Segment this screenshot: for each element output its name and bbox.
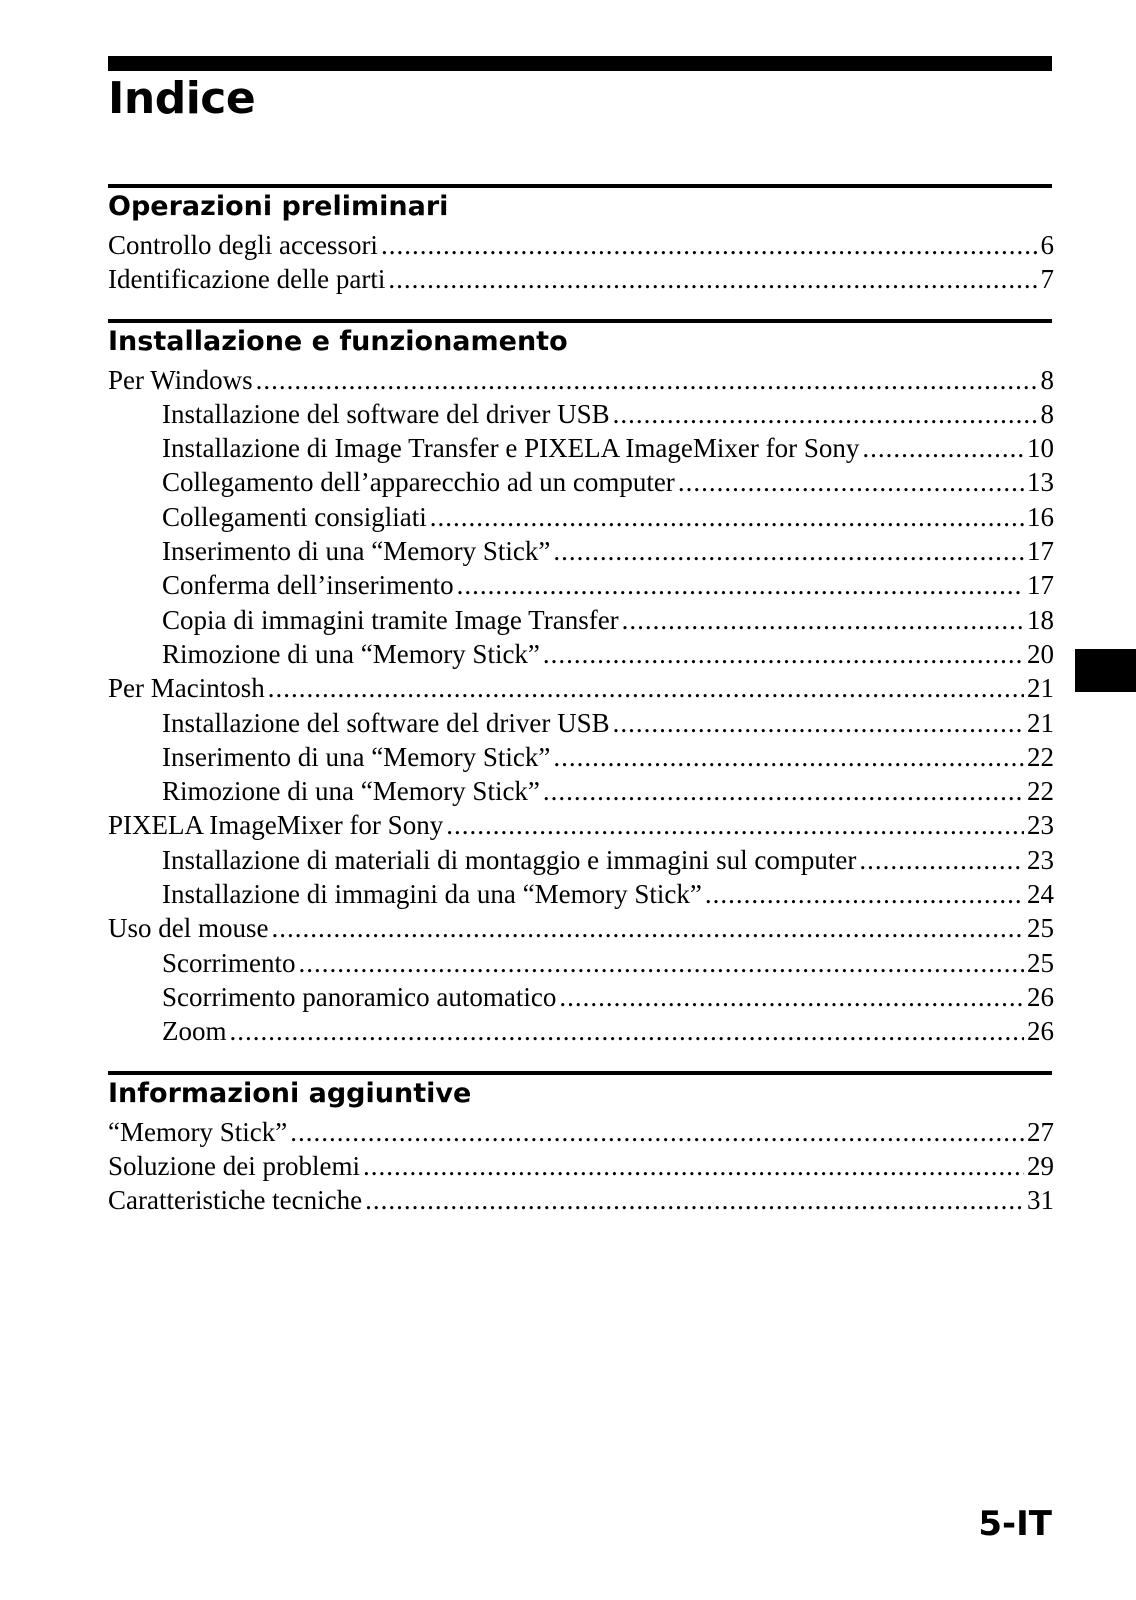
toc-entry-list <box>108 361 1054 1049</box>
toc-section <box>108 319 1054 1049</box>
toc-entry-page: 17 <box>1027 570 1054 601</box>
toc-entry-page: 10 <box>1027 433 1054 464</box>
toc-entry-title: Installazione di materiali di montaggio e immagini sul computer <box>162 844 857 875</box>
dot-leader <box>457 568 1024 602</box>
toc-entry-title: Rimozione di una “Memory Stick” <box>162 638 540 669</box>
toc-entry <box>108 568 1054 602</box>
title-rule <box>108 56 1052 71</box>
toc-entry <box>108 808 1054 842</box>
toc-entry <box>108 877 1054 911</box>
toc-section <box>108 1071 1054 1218</box>
dot-leader <box>613 706 1024 740</box>
toc-entry <box>108 1149 1054 1183</box>
dot-leader <box>381 228 1038 262</box>
toc-entry <box>108 774 1054 808</box>
dot-leader <box>256 363 1038 397</box>
section-heading: Installazione e funzionamento <box>108 325 568 357</box>
toc-entry-title: Per Windows <box>108 364 253 395</box>
toc-entry-title: Installazione del software del driver USB <box>162 398 610 429</box>
toc-entry-title: Uso del mouse <box>108 913 269 944</box>
toc-entry <box>108 534 1054 568</box>
toc-entry <box>108 671 1054 705</box>
dot-leader <box>365 1183 1024 1217</box>
page-title: Indice <box>108 73 256 124</box>
dot-leader <box>559 980 1024 1014</box>
toc-entry <box>108 740 1054 774</box>
toc-entry <box>108 911 1054 945</box>
toc-entry-title: Copia di immagini tramite Image Transfer <box>162 604 619 635</box>
toc-entry-page: 16 <box>1027 501 1054 532</box>
toc-entry-title: Installazione del software del driver USB <box>162 707 610 738</box>
toc-entry-title: Rimozione di una “Memory Stick” <box>162 776 540 807</box>
toc-entry-title: Scorrimento <box>162 947 296 978</box>
toc-entry-title: Zoom <box>162 1016 227 1047</box>
table-of-contents <box>108 184 1054 1239</box>
toc-entry-page: 24 <box>1027 879 1054 910</box>
toc-entry-title: Conferma dell’inserimento <box>162 570 454 601</box>
toc-entry-page: 26 <box>1027 1016 1054 1047</box>
toc-entry-title: Collegamenti consigliati <box>162 501 427 532</box>
toc-entry <box>108 946 1054 980</box>
toc-entry <box>108 363 1054 397</box>
toc-entry-page: 21 <box>1027 707 1054 738</box>
toc-entry-title: PIXELA ImageMixer for Sony <box>108 810 444 841</box>
toc-entry-title: Inserimento di una “Memory Stick” <box>162 741 551 772</box>
dot-leader <box>543 637 1024 671</box>
dot-leader <box>613 397 1038 431</box>
toc-entry-page: 7 <box>1040 264 1054 295</box>
dot-leader <box>859 843 1024 877</box>
dot-leader <box>363 1149 1024 1183</box>
toc-entry-title: “Memory Stick” <box>108 1116 288 1147</box>
toc-entry <box>108 397 1054 431</box>
toc-entry-page: 25 <box>1027 947 1054 978</box>
toc-entry <box>108 431 1054 465</box>
section-thumb-tab <box>1075 649 1136 692</box>
toc-entry <box>108 1115 1054 1149</box>
dot-leader <box>705 877 1024 911</box>
toc-entry <box>108 228 1054 262</box>
dot-leader <box>268 671 1024 705</box>
toc-entry <box>108 500 1054 534</box>
dot-leader <box>430 500 1024 534</box>
toc-section <box>108 184 1054 297</box>
toc-entry-page: 8 <box>1040 364 1054 395</box>
toc-entry-page: 22 <box>1027 776 1054 807</box>
dot-leader <box>553 740 1024 774</box>
toc-entry <box>108 262 1054 296</box>
toc-entry <box>108 637 1054 671</box>
toc-entry-title: Soluzione dei problemi <box>108 1150 360 1181</box>
toc-entry-title: Identificazione delle parti <box>108 264 386 295</box>
toc-entry-title: Collegamento dell’apparecchio ad un computer <box>162 467 675 498</box>
section-heading: Informazioni aggiuntive <box>108 1077 472 1109</box>
toc-entry-title: Per Macintosh <box>108 673 265 704</box>
toc-entry <box>108 603 1054 637</box>
toc-entry-page: 29 <box>1027 1150 1054 1181</box>
toc-entry-title: Inserimento di una “Memory Stick” <box>162 536 551 567</box>
toc-entry-list <box>108 1113 1054 1218</box>
toc-entry-page: 22 <box>1027 741 1054 772</box>
toc-entry-page: 25 <box>1027 913 1054 944</box>
toc-entry-page: 23 <box>1027 844 1054 875</box>
dot-leader <box>543 774 1024 808</box>
toc-entry-page: 26 <box>1027 981 1054 1012</box>
toc-entry <box>108 843 1054 877</box>
toc-entry-title: Installazione di Image Transfer e PIXELA ImageMixer for Sony <box>162 433 860 464</box>
toc-entry <box>108 706 1054 740</box>
section-heading: Operazioni preliminari <box>108 191 449 222</box>
toc-entry <box>108 1014 1054 1048</box>
toc-entry-page: 6 <box>1040 230 1054 260</box>
dot-leader <box>230 1014 1025 1048</box>
toc-entry <box>108 465 1054 499</box>
toc-entry <box>108 1183 1054 1217</box>
toc-entry <box>108 980 1054 1014</box>
dot-leader <box>271 911 1024 945</box>
dot-leader <box>290 1115 1024 1149</box>
dot-leader <box>862 431 1024 465</box>
toc-entry-page: 23 <box>1027 810 1054 841</box>
toc-entry-title: Caratteristiche tecniche <box>108 1185 363 1216</box>
toc-entry-title: Installazione di immagini da una “Memory Stick” <box>162 879 702 910</box>
toc-entry-title: Controllo degli accessori <box>108 230 378 260</box>
dot-leader <box>678 465 1024 499</box>
dot-leader <box>446 808 1024 842</box>
toc-entry-page: 8 <box>1040 398 1054 429</box>
toc-entry-page: 18 <box>1027 604 1054 635</box>
dot-leader <box>388 262 1037 296</box>
toc-entry-page: 13 <box>1027 467 1054 498</box>
toc-entry-page: 20 <box>1027 638 1054 669</box>
toc-entry-page: 17 <box>1027 536 1054 567</box>
toc-entry-title: Scorrimento panoramico automatico <box>162 981 557 1012</box>
toc-entry-page: 21 <box>1027 673 1054 704</box>
toc-entry-page: 27 <box>1027 1116 1054 1147</box>
dot-leader <box>553 534 1024 568</box>
toc-entry-page: 31 <box>1027 1185 1054 1216</box>
page-number: 5-IT <box>978 1504 1052 1544</box>
dot-leader <box>622 603 1024 637</box>
toc-entry-list <box>108 226 1054 297</box>
dot-leader <box>298 946 1024 980</box>
